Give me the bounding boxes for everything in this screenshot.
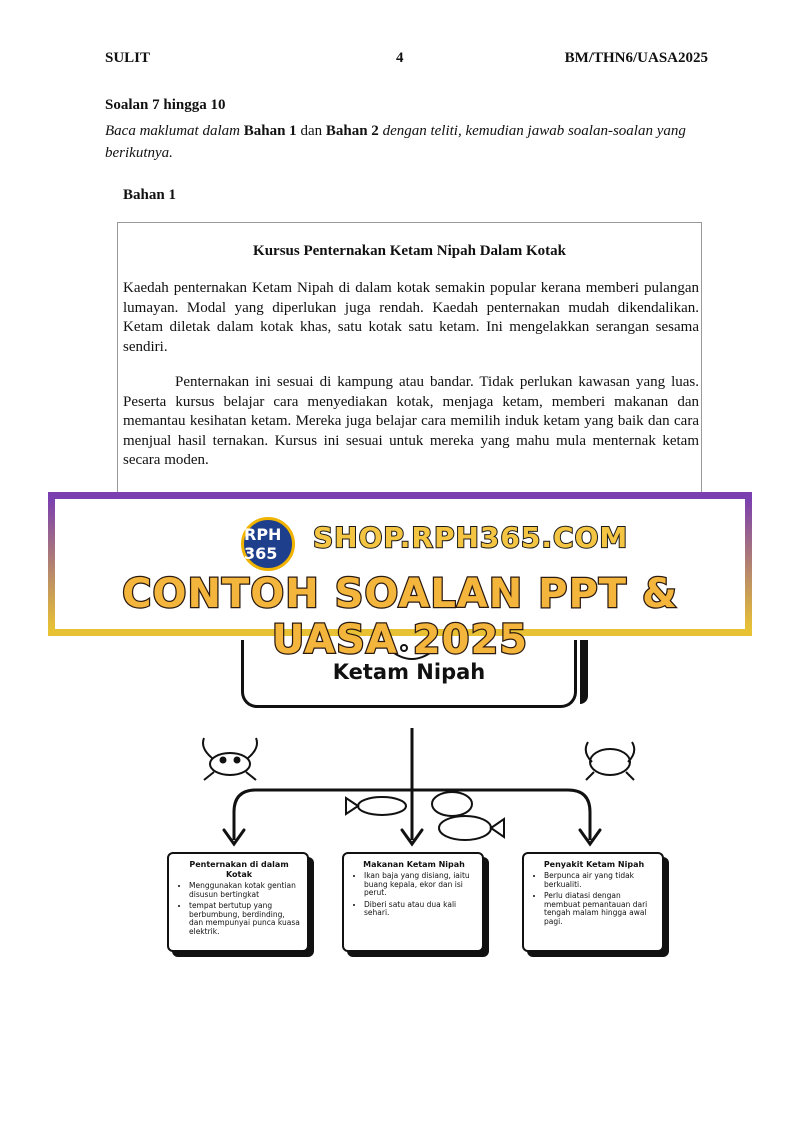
- paper-code: BM/THN6/UASA2025: [564, 50, 708, 66]
- mind-map-node-makanan: [342, 852, 484, 952]
- passage-title: Kursus Penternakan Ketam Nipah Dalam Kotak: [253, 243, 566, 259]
- node-title: Penyakit Ketam Nipah: [543, 860, 645, 869]
- node-item: • Diberi satu atau dua kali sehari.: [364, 901, 476, 918]
- passage-paragraph: Penternakan ini sesuai di kampung atau bandar. Tidak perlukan kawasan yang luas. Peserta kursus belajar cara menyediakan kotak, menjaga ketam, memberi makanan dan memantau kesihatan ketam. Mereka juga belajar cara memilih induk ketam yang baik dan cara menjual hasil ternakan. Kursus ini sesuai untuk mereka yang mahu mula menternak ketam secara moden.: [123, 374, 699, 468]
- fish-icon: [346, 792, 504, 840]
- brand-logo: RPH 365: [241, 517, 295, 571]
- crab-icon-left: [203, 738, 257, 780]
- banner-title: CONTOH SOALAN PPT & UASA 2025: [122, 571, 678, 663]
- promo-banner: [48, 492, 752, 663]
- mind-map: [0, 636, 800, 966]
- node-title: Penternakan di dalam Kotak: [189, 860, 289, 879]
- node-title: Makanan Ketam Nipah: [363, 860, 465, 869]
- node-item: • tempat bertutup yang berbumbung, berdinding, dan mempunyai punca kuasa elektrik.: [189, 902, 301, 936]
- question-title: Soalan 7 hingga 10: [105, 97, 226, 113]
- node-item: • Menggunakan kotak gentian disusun bertingkat: [189, 882, 301, 899]
- question-instruction: Baca maklumat dalam Bahan 1 dan Bahan 2 dengan teliti, kemudian jawab soalan-soalan yang berikutnya.: [105, 123, 686, 161]
- passage-paragraph: Kaedah penternakan Ketam Nipah di dalam kotak semakin popular kerana memberi pulangan lumayan. Modal yang diperlukan juga rendah. Kaedah penternakan mudah dikendalikan. Ketam diletak dalam kotak khas, satu kotak satu ketam. Ini mengelakkan serangan sesama sendiri.: [123, 280, 699, 355]
- node-item: • Berpunca air yang tidak berkualiti.: [544, 872, 656, 889]
- header-sulit: SULIT: [105, 50, 151, 66]
- mind-map-node-penyakit: [522, 852, 664, 952]
- passage-box: [117, 222, 702, 492]
- node-item: • Ikan baja yang disiang, iaitu buang kepala, ekor dan isi perut.: [364, 872, 476, 898]
- node-item: • Perlu diatasi dengan membuat pemantauan dari tengah malam hingga awal pagi.: [544, 892, 656, 926]
- mind-map-center-label: Ketam Nipah: [332, 660, 486, 684]
- shop-url: SHOP.RPH365.COM: [313, 521, 629, 554]
- bahan-1-label: Bahan 1: [123, 187, 176, 203]
- mind-map-node-penternakan: [167, 852, 309, 952]
- crab-icon-right: [586, 742, 635, 780]
- page-number: 4: [396, 50, 404, 66]
